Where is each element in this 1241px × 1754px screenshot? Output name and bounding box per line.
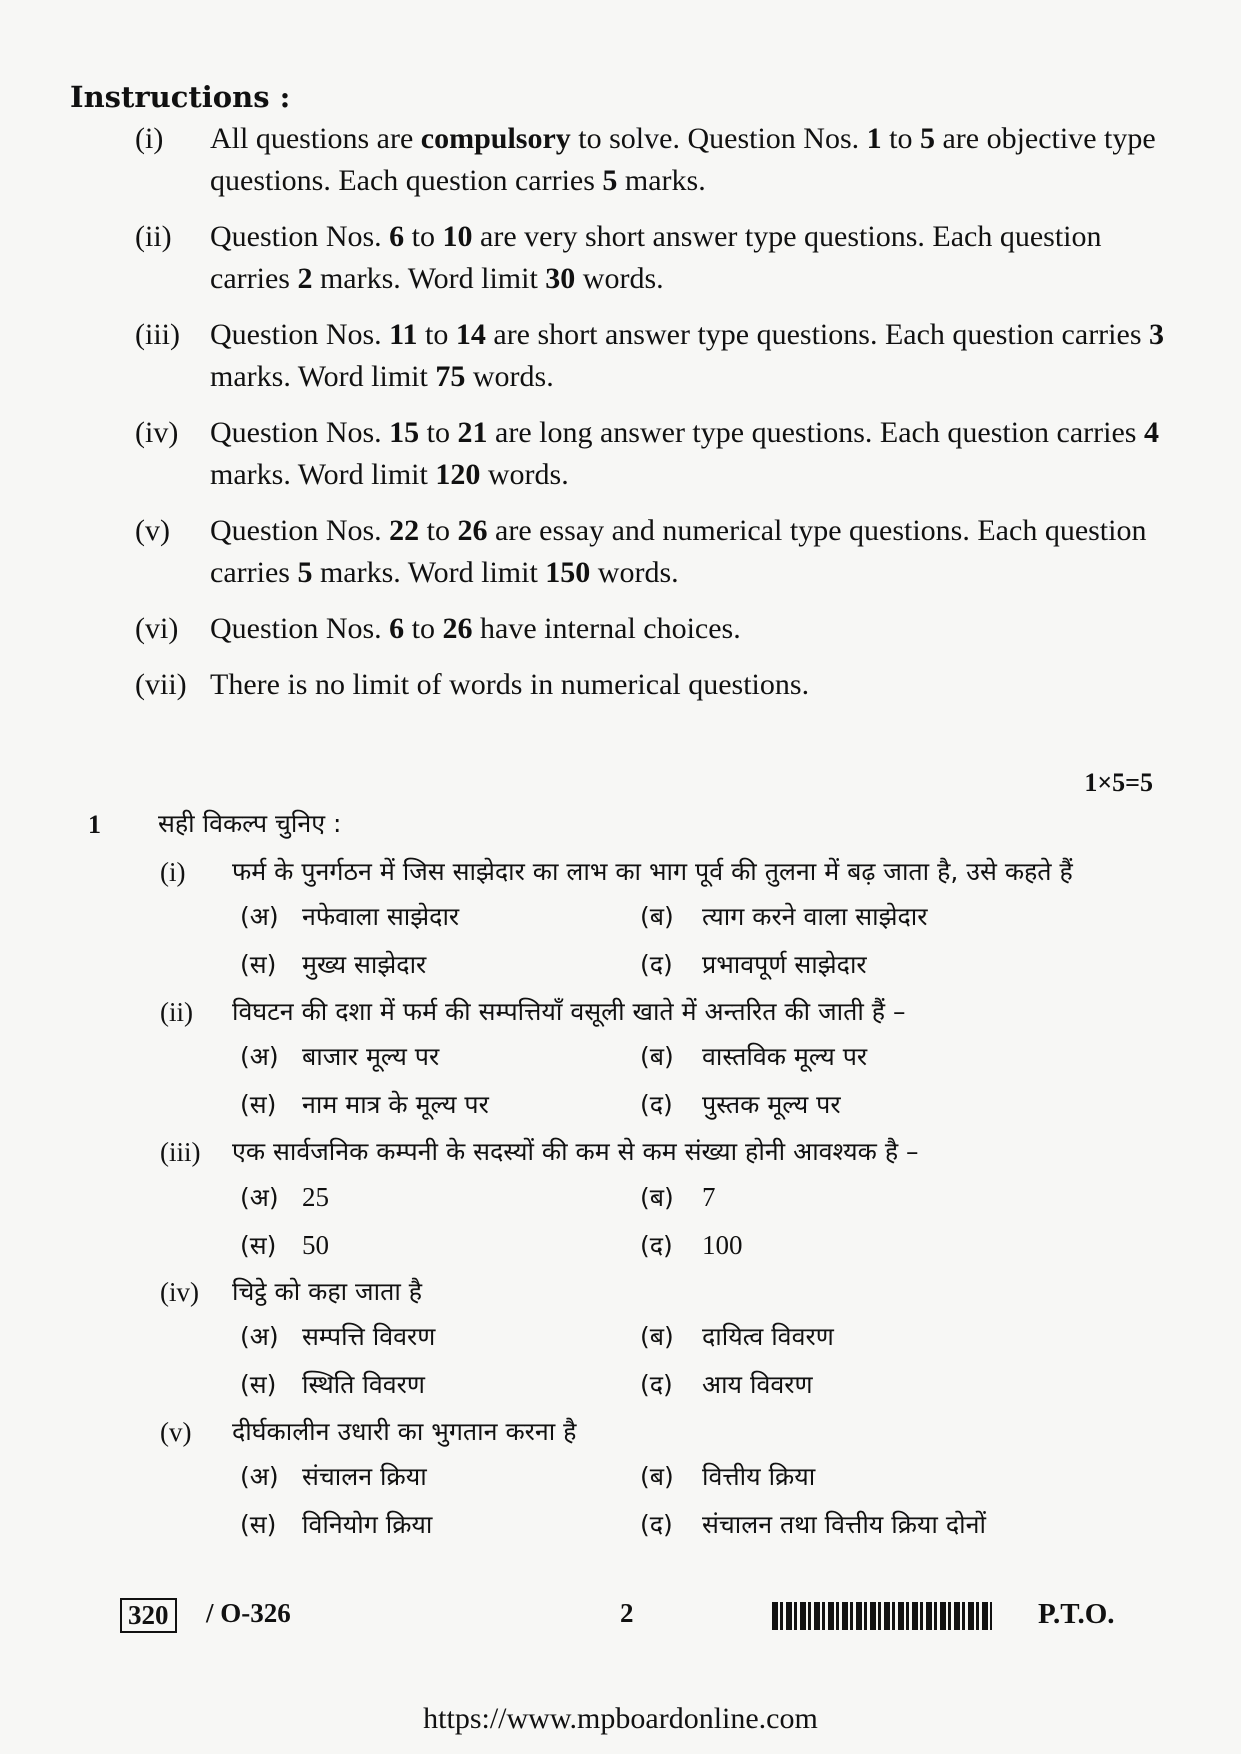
option-label: (अ): [240, 902, 279, 931]
pto-label: P.T.O.: [1038, 1598, 1115, 1630]
option-label: (स): [240, 1090, 277, 1119]
answer-option: [640, 1454, 1060, 1500]
answer-option: [240, 1082, 660, 1128]
answer-option: [640, 1314, 1060, 1360]
answer-option: [640, 1362, 1060, 1408]
answer-option: [640, 1034, 1060, 1080]
instruction-text: There is no limit of words in numerical questions.: [210, 668, 810, 701]
sub-question: [160, 990, 1168, 1130]
option-text: नफेवाला साझेदार: [302, 902, 460, 931]
source-url[interactable]: https://www.mpboardonline.com: [423, 1702, 818, 1735]
sub-question: [160, 850, 1168, 990]
answer-option: [640, 1174, 1060, 1221]
option-label: (ब): [640, 1042, 674, 1071]
option-text: मुख्य साझेदार: [302, 950, 427, 979]
option-text: स्थिति विवरण: [302, 1370, 425, 1399]
instruction-item: [135, 216, 1175, 300]
answer-option: [240, 942, 660, 988]
sub-question-number: (i): [160, 857, 186, 887]
paper-code-suffix: / O-326: [206, 1598, 291, 1628]
option-label: (ब): [640, 1183, 674, 1212]
option-text: संचालन तथा वित्तीय क्रिया दोनों: [702, 1510, 986, 1539]
answer-option: [240, 1362, 660, 1408]
answer-option: [240, 1034, 660, 1080]
answer-option: [240, 1222, 660, 1269]
sub-question: [160, 1270, 1168, 1410]
answer-option: [240, 1174, 660, 1221]
instruction-text: Question Nos. 22 to 26 are essay and numerical type questions. Each question carries 5 marks. Word limit 150 words.: [210, 514, 1147, 589]
instruction-text: Question Nos. 6 to 26 have internal choices.: [210, 612, 741, 645]
option-label: (अ): [240, 1462, 279, 1491]
instruction-number: (ii): [135, 220, 172, 253]
instruction-item: [135, 412, 1175, 496]
option-label: (ब): [640, 1462, 674, 1491]
sub-question-number: (ii): [160, 997, 193, 1027]
answer-option: [240, 1454, 660, 1500]
instructions-list: [135, 118, 1175, 720]
sub-question-text: चिट्ठे को कहा जाता है: [232, 1277, 423, 1306]
instruction-item: [135, 510, 1175, 594]
page-footer: [120, 1598, 1150, 1638]
option-text: प्रभावपूर्ण साझेदार: [702, 950, 867, 979]
option-text: नाम मात्र के मूल्य पर: [302, 1090, 489, 1119]
instruction-item: [135, 608, 1175, 650]
option-label: (स): [240, 1510, 277, 1539]
answer-option: [240, 894, 660, 940]
option-label: (स): [240, 1231, 277, 1260]
sub-question: [160, 1410, 1168, 1550]
instruction-number: (iii): [135, 318, 180, 351]
sub-question-number: (v): [160, 1417, 192, 1447]
option-label: (स): [240, 950, 277, 979]
instruction-text: All questions are compulsory to solve. Question Nos. 1 to 5 are objective type questions. Each question carries 5 marks.: [210, 122, 1156, 197]
answer-option: [640, 942, 1060, 988]
sub-question-text: विघटन की दशा में फर्म की सम्पत्तियाँ वसूली खाते में अन्तरित की जाती हैं –: [232, 997, 906, 1026]
answer-option: [640, 894, 1060, 940]
option-text: पुस्तक मूल्य पर: [702, 1090, 841, 1119]
instruction-number: (iv): [135, 416, 179, 449]
sub-question-text: एक सार्वजनिक कम्पनी के सदस्यों की कम से कम संख्या होनी आवश्यक है –: [232, 1137, 919, 1166]
instruction-item: [135, 314, 1175, 398]
option-label: (अ): [240, 1042, 279, 1071]
option-label: (ब): [640, 902, 674, 931]
option-label: (ब): [640, 1322, 674, 1351]
sub-question-number: (iii): [160, 1137, 201, 1167]
sub-question-text: फर्म के पुनर्गठन में जिस साझेदार का लाभ का भाग पूर्व की तुलना में बढ़ जाता है, उसे कहते हैं: [232, 857, 1073, 886]
option-label: (द): [640, 1090, 673, 1119]
option-text: बाजार मूल्य पर: [302, 1042, 440, 1071]
question-1: [88, 806, 1168, 1550]
instruction-text: Question Nos. 15 to 21 are long answer type questions. Each question carries 4 marks. Word limit 120 words.: [210, 416, 1159, 491]
sub-question: [160, 1130, 1168, 1270]
instructions-title: Instructions :: [70, 80, 291, 114]
option-text: 7: [702, 1182, 716, 1212]
answer-option: [240, 1502, 660, 1548]
option-label: (द): [640, 1231, 673, 1260]
option-text: दायित्व विवरण: [702, 1322, 834, 1351]
option-label: (द): [640, 1370, 673, 1399]
instruction-text: Question Nos. 6 to 10 are very short answer type questions. Each question carries 2 marks. Word limit 30 words.: [210, 220, 1102, 295]
option-text: वित्तीय क्रिया: [702, 1462, 816, 1491]
question-1-marks: 1×5=5: [1084, 768, 1153, 797]
question-prompt: सही विकल्प चुनिए :: [158, 809, 342, 838]
instruction-number: (vi): [135, 612, 179, 645]
instruction-item: [135, 118, 1175, 202]
option-text: आय विवरण: [702, 1370, 813, 1399]
instruction-number: (i): [135, 122, 164, 155]
paper-code: 320: [120, 1598, 177, 1633]
option-label: (स): [240, 1370, 277, 1399]
answer-option: [640, 1082, 1060, 1128]
instruction-number: (v): [135, 514, 170, 547]
option-text: संचालन क्रिया: [302, 1462, 427, 1491]
option-text: विनियोग क्रिया: [302, 1510, 433, 1539]
sub-question-text: दीर्घकालीन उधारी का भुगतान करना है: [232, 1417, 577, 1446]
answer-option: [640, 1502, 1060, 1548]
option-label: (द): [640, 950, 673, 979]
question-number: 1: [88, 810, 101, 839]
option-text: वास्तविक मूल्य पर: [702, 1042, 868, 1071]
instruction-text: Question Nos. 11 to 14 are short answer type questions. Each question carries 3 marks. Word limit 75 words.: [210, 318, 1164, 393]
option-text: 100: [702, 1230, 743, 1260]
instruction-number: (vii): [135, 668, 187, 701]
option-text: त्याग करने वाला साझेदार: [702, 902, 928, 931]
answer-option: [640, 1222, 1060, 1269]
option-text: 25: [302, 1182, 329, 1212]
option-label: (अ): [240, 1322, 279, 1351]
answer-option: [240, 1314, 660, 1360]
option-text: सम्पत्ति विवरण: [302, 1322, 436, 1351]
barcode: [772, 1602, 992, 1630]
option-text: 50: [302, 1230, 329, 1260]
option-label: (द): [640, 1510, 673, 1539]
page-number: 2: [620, 1598, 634, 1628]
option-label: (अ): [240, 1183, 279, 1212]
sub-question-number: (iv): [160, 1277, 199, 1307]
instruction-item: [135, 664, 1175, 706]
